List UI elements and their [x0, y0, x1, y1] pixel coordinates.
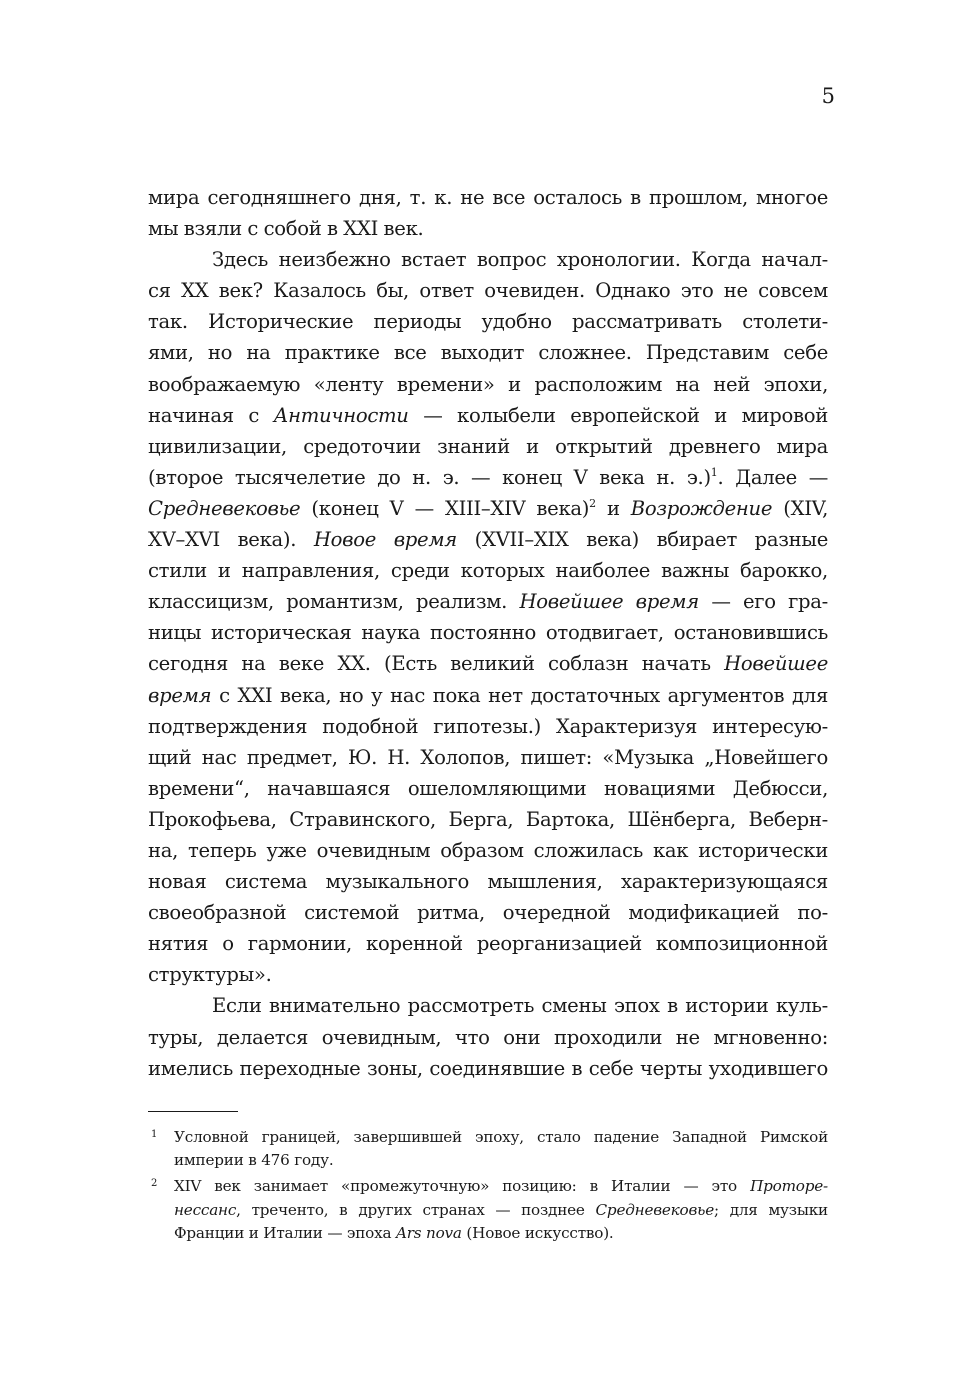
italic-term: Новейшее	[724, 652, 828, 676]
footnote-2	[148, 1175, 828, 1245]
footnote-line: Франции и Италии — эпоха Ars nova (Новое искусство).	[174, 1223, 614, 1242]
italic-term: Проторе-	[750, 1177, 828, 1196]
main-text	[148, 182, 828, 1084]
text-line: так. Исторические периоды удобно рассматривать столети-	[148, 310, 828, 334]
text-line: время с XXI века, но у нас пока нет достаточных аргументов для	[148, 683, 828, 707]
footnotes	[148, 1126, 828, 1248]
italic-term: Возрождение	[630, 496, 773, 520]
text-line: Если внимательно рассмотреть смены эпох в истории куль-	[212, 994, 828, 1018]
footnote-line: Условной границей, завершившей эпоху, стало падение Западной Римской	[174, 1128, 828, 1146]
italic-term: Средневековье	[148, 496, 301, 520]
italic-term: Новое время	[313, 528, 457, 552]
footnote-marker: 2	[151, 1178, 158, 1190]
text-line: подтверждения подобной гипотезы.) Характеризуя интересую-	[148, 714, 828, 738]
italic-term: Ars nova	[395, 1223, 462, 1242]
text-line: нятия о гармонии, коренной реорганизацией композиционной	[148, 932, 828, 956]
text-line: Здесь неизбежно встает вопрос хронологии. Когда начал-	[212, 248, 828, 272]
text-line: Средневековье (конец V — XIII–XIV века)$^2$ и Возрождение (XIV,	[148, 496, 828, 520]
footnote-ref: 2	[589, 496, 596, 510]
text-line: мира сегодняшнего дня, т. к. не все осталось в прошлом, многое	[148, 186, 828, 209]
text-line: XV–XVI века). Новое время (XVII–XIX века) вбирает разные	[148, 528, 828, 552]
text-line: новая система музыкального мышления, характеризующаяся	[148, 870, 828, 894]
text-line: мы взяли с собой в XXI век.	[148, 217, 424, 241]
text-line: классицизм, романтизм, реализм. Новейшее время — его гра-	[148, 590, 828, 614]
italic-term: время	[148, 683, 212, 707]
text-line: воображаемую «ленту времени» и расположим на ней эпохи,	[148, 372, 828, 396]
text-line: ями, но на практике все выходит сложнее. Представим себе	[148, 341, 828, 365]
footnote-line: XIV век занимает «промежуточную» позицию: в Италии — это Проторе-	[174, 1177, 828, 1196]
italic-term: нессанс	[174, 1200, 237, 1219]
text-line: своеобразной системой ритма, очередной модификацией по-	[148, 901, 828, 925]
text-line: щий нас предмет, Ю. Н. Холопов, пишет: «Музыка „Новейшего	[148, 745, 828, 769]
text-line: начиная с Античности — колыбели европейской и мировой	[148, 403, 828, 427]
text-line: времени“, начавшаяся ошеломляющими новациями Дебюсси,	[148, 776, 828, 800]
text-line: сегодня на веке XX. (Есть великий соблазн начать Новейшее	[148, 652, 828, 676]
footnote-line: империи в 476 году.	[174, 1151, 334, 1170]
text-line: ся XX век? Казалось бы, ответ очевиден. Однако это не совсем	[148, 279, 828, 303]
text-line: на, теперь уже очевидным образом сложилась как исторически	[148, 838, 828, 862]
text-line: (второе тысячелетие до н. э. — конец V века н. э.)$^1$. Далее —	[148, 465, 828, 489]
text-line: структуры».	[148, 963, 272, 987]
text-line: стили и направления, среди которых наиболее важны барокко,	[148, 559, 828, 583]
text-line: туры, делается очевидным, что они проходили не мгновенно:	[148, 1025, 828, 1049]
footnote-divider	[148, 1111, 238, 1112]
page-number: 5	[821, 84, 835, 108]
text-line: ницы историческая наука постоянно отодвигает, остановившись	[148, 621, 828, 645]
text-line: цивилизации, средоточии знаний и открытий древнего мира	[148, 434, 828, 458]
footnote-1	[148, 1126, 828, 1172]
text-line: Прокофьева, Стравинского, Берга, Бартока, Шёнберга, Веберн-	[148, 807, 828, 831]
italic-term: Новейшее время	[519, 590, 699, 614]
text-line: имелись переходные зоны, соединявшие в себе черты уходившего	[148, 1056, 828, 1080]
italic-term: Средневековье	[595, 1200, 714, 1219]
italic-term: Античности	[273, 403, 409, 427]
footnote-line: нессанс, треченто, в других странах — позднее Средневековье; для музыки	[174, 1200, 828, 1219]
footnote-marker: 1	[151, 1129, 158, 1140]
footnote-ref: 1	[710, 465, 718, 479]
